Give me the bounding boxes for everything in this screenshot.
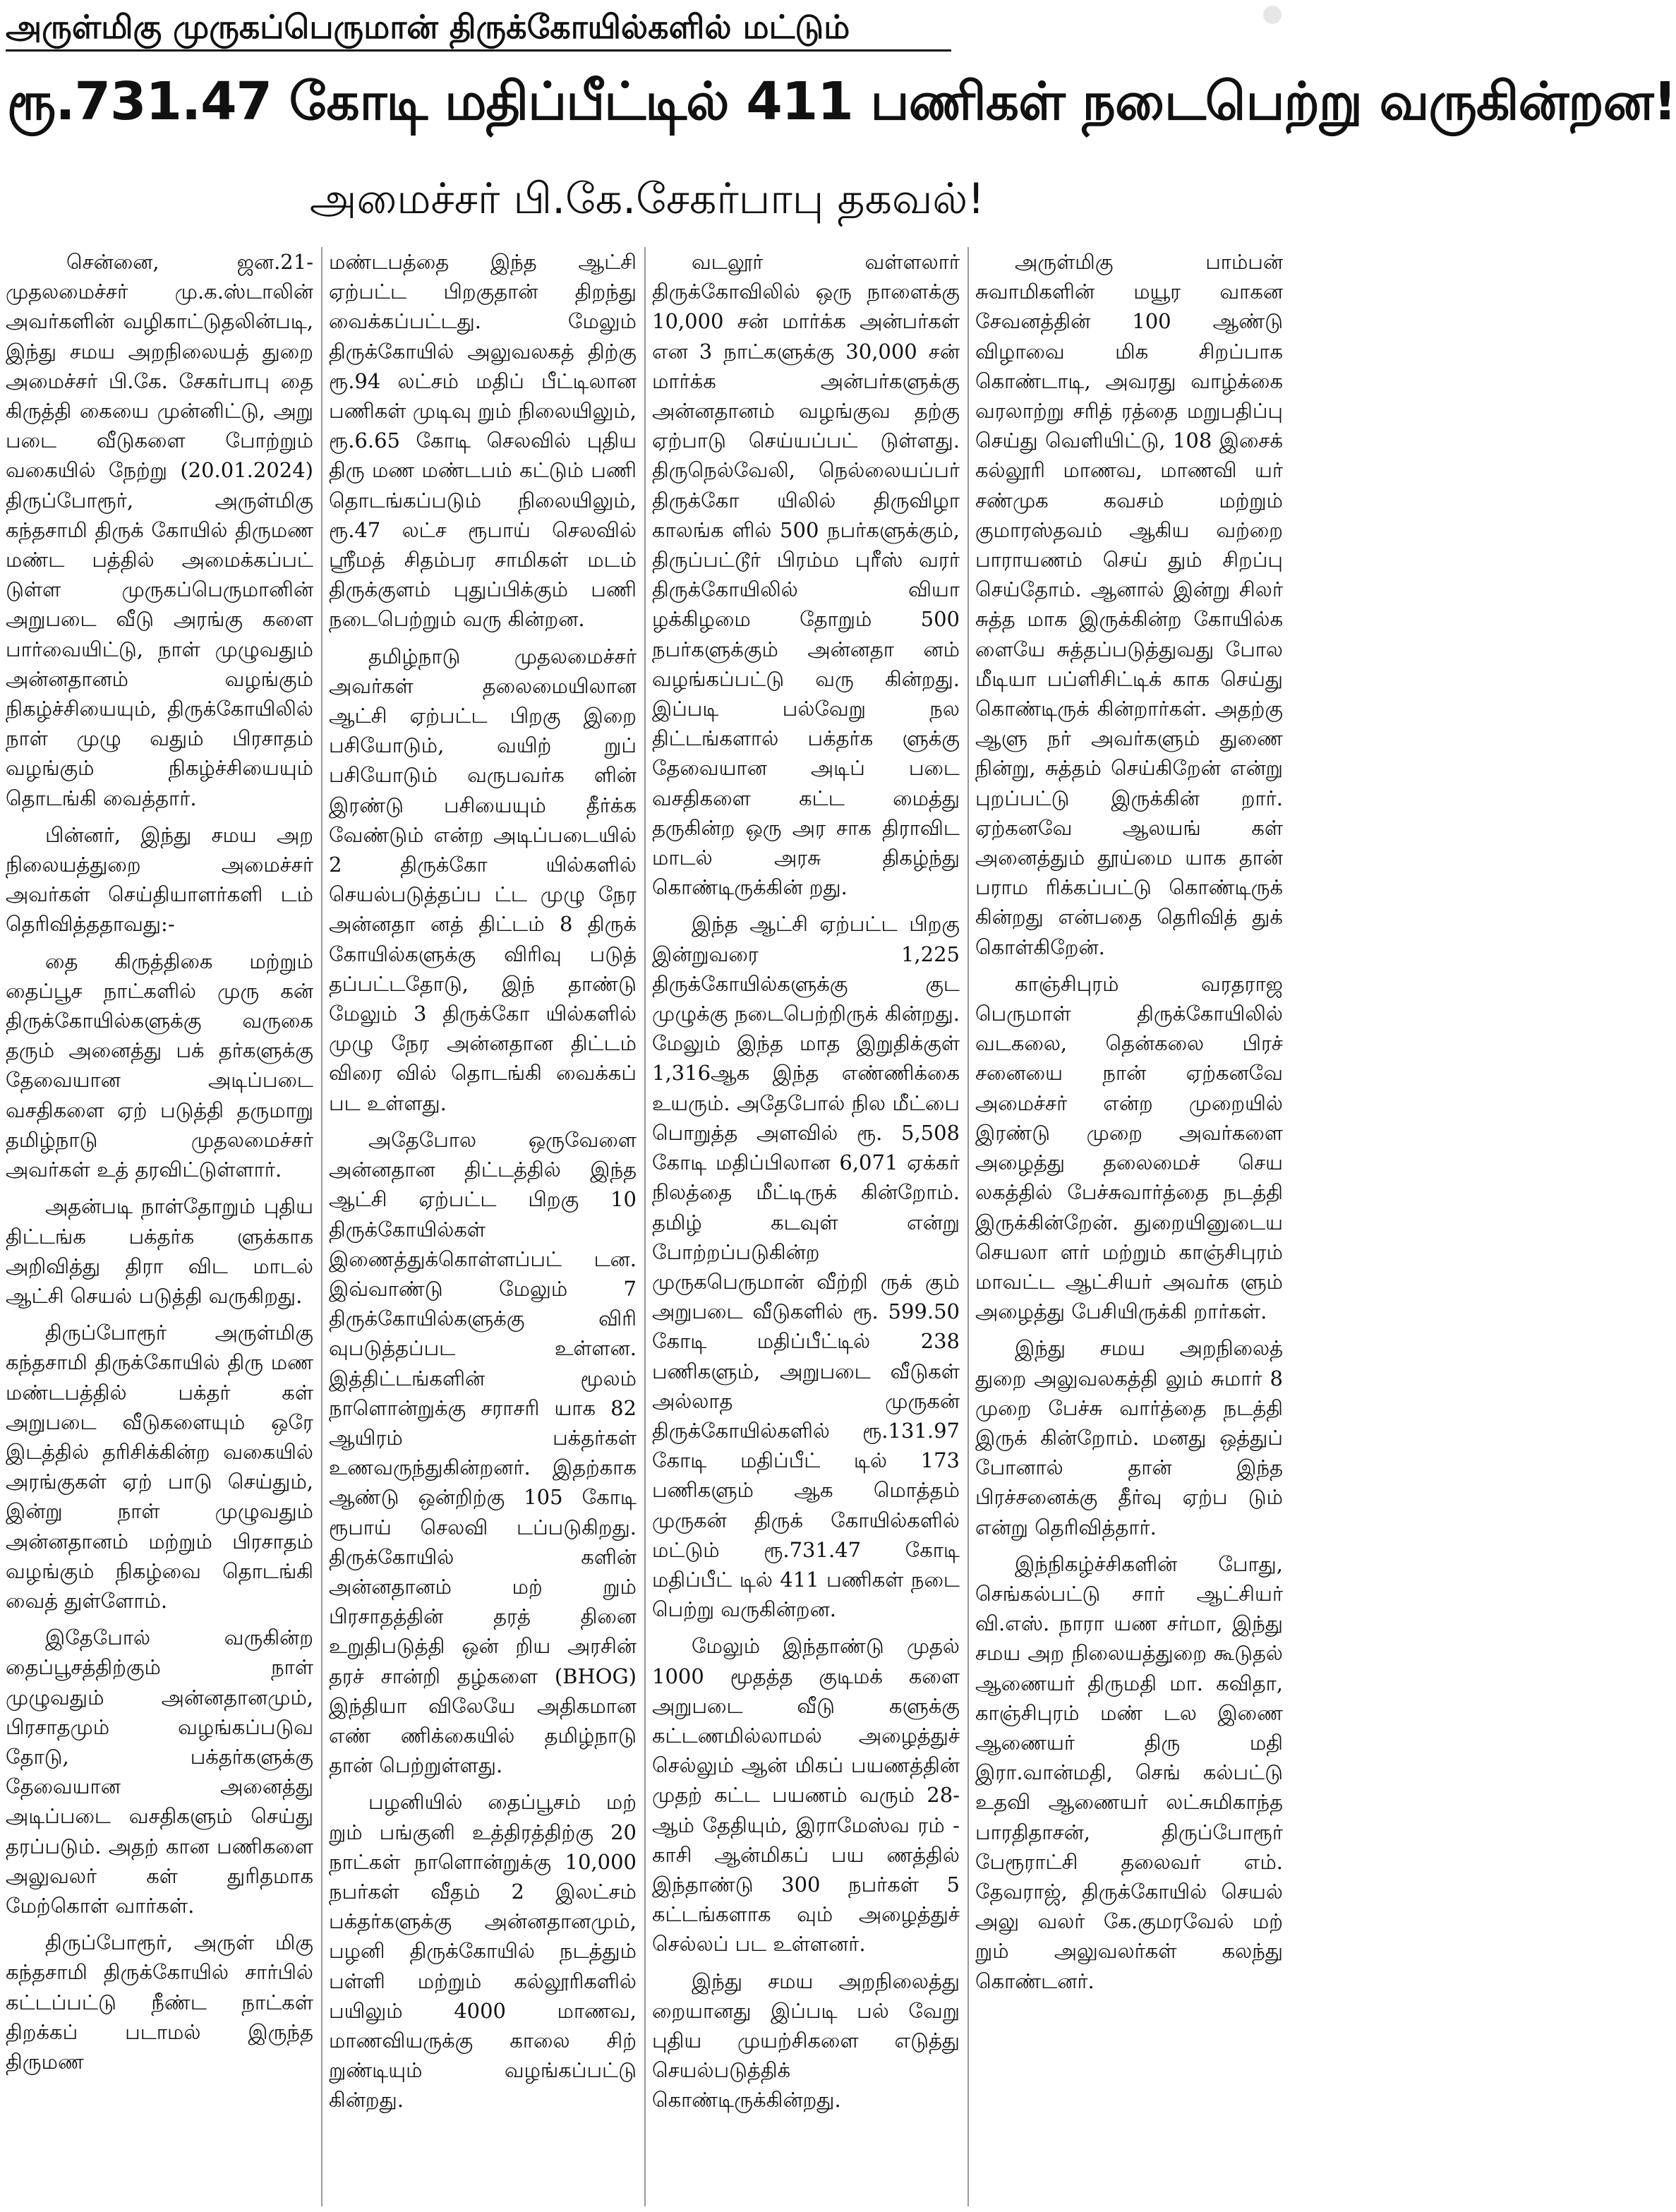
column-rule	[967, 247, 969, 2206]
paragraph: பழனியில் தைப்பூசம் மற் றும் பங்குனி உத்திரத்திற்கு 20 நாட்கள் நாளொன்றுக்கு 10,000 நபர்கள் வீதம் 2 இலட்சம் பக்தர்களுக்கு அன்னதானமும், பழனி திருக்கோயில் நடத்தும் பள்ளி மற்றும் கல்லூரிகளில் பயிலும் 4000 மாணவ, மாணவியருக்கு காலை சிற் றுண்டியும் வழங்கப்பட்டு கின்றது.	[329, 1790, 637, 2112]
headline: ரூ.731.47 கோடி மதிப்பீட்டில் 411 பணிகள் நடைபெற்று வருகின்றன!	[7, 71, 1676, 132]
paragraph: அதன்படி நாள்தோறும் புதிய திட்டங்க பக்தர்க ளுக்காக அறிவித்து திரா விட மாடல் ஆட்சி செயல் படுத்தி வருகிறது.	[6, 1194, 313, 1308]
subheadline: அமைச்சர் பி.கே.சேகர்பாபு தகவல்!	[309, 174, 985, 224]
paragraph: இதேபோல் வருகின்ற தைப்பூசத்திற்கும் நாள் முழுவதும் அன்னதானமும், பிரசாதமும் வழங்கப்படுவ தோடு, பக்தர்களுக்கு தேவையான அனைத்து அடிப்படை வசதிகளும் செய்து தரப்படும். அதற் கான பணிகளை அலுவலர் கள் துரிதமாக மேற்கொள் வார்கள்.	[6, 1625, 313, 1918]
paragraph: திருப்போரூர், அருள் மிகு கந்தசாமி திருக்கோயில் சார்பில் கட்டப்பட்டு நீண்ட நாட்கள் திறக்கப் படாமல் இருந்த திருமண	[6, 1930, 313, 2074]
article-column-2	[329, 247, 637, 2206]
column-rule	[644, 247, 646, 2206]
article-column-1	[6, 247, 313, 2206]
kicker-line: அருள்மிகு முருகப்பெருமான் திருக்கோயில்களில் மட்டும்	[6, 4, 951, 52]
paragraph: தமிழ்நாடு முதலமைச்சர் அவர்கள் தலைமையிலான ஆட்சி ஏற்பட்ட பிறகு இறை பசியோடும், வயிற் றுப் பசியோடும் வருபவர்க ளின் இரண்டு பசியையும் தீர்க்க வேண்டும் என்ற அடிப்படையில் 2 திருக்கோ யில்களில் செயல்படுத்தப்ப ட்ட முழு நேர அன்னதா னத் திட்டம் 8 திருக் கோயில்களுக்கு விரிவு படுத் தப்பட்டதோடு, இந் தாண்டு மேலும் 3 திருக்கோ யில்களில் முழு நேர அன்னதான திட்டம் விரை வில் தொடங்கி வைக்கப் பட உள்ளது.	[329, 644, 637, 1115]
paragraph: அதேபோல ஒருவேளை அன்னதான திட்டத்தில் இந்த ஆட்சி ஏற்பட்ட பிறகு 10 திருக்கோயில்கள் இணைத்துக்கொள்ளப்பட் டன. இவ்வாண்டு மேலும் 7 திருக்கோயில்களுக்கு விரி வுபடுத்தப்பட உள்ளன. இத்திட்டங்களின் மூலம் நாளொன்றுக்கு சராசரி யாக 82 ஆயிரம் பக்தர்கள் உணவருந்துகின்றனர். இதற்காக ஆண்டு ஒன்றிற்கு 105 கோடி ரூபாய் செலவி டப்படுகிறது. திருக்கோயில் களின் அன்னதானம் மற் றும் பிரசாதத்தின் தரத் தினை உறுதிபடுத்தி ஒன் றிய அரசின் தரச் சான்றி தழ்களை (BHOG) இந்தியா விலேயே அதிகமான எண் ணிக்கையில் தமிழ்நாடு தான் பெற்றுள்ளது.	[329, 1127, 637, 1778]
paragraph: திருப்போரூர் அருள்மிகு கந்தசாமி திருக்கோயில் திரு மண மண்டபத்தில் பக்தர் கள் அறுபடை வீடுகளையும் ஒரே இடத்தில் தரிசிக்கின்ற வகையில் அரங்குகள் ஏற் பாடு செய்தும், இன்று நாள் முழுவதும் அன்னதானம் மற்றும் பிரசாதம் வழங்கும் நிகழ்வை தொடங்கி வைத் துள்ளோம்.	[6, 1321, 313, 1613]
paragraph: வடலூர் வள்ளலார் திருக்கோவிலில் ஒரு நாளைக்கு 10,000 சன் மார்க்க அன்பர்கள் என 3 நாட்களுக்கு 30,000 சன் மார்க்க அன்பர்களுக்கு அன்னதானம் வழங்குவ தற்கு ஏற்பாடு செய்யப்பட் டுள்ளது. திருநெல்வேலி, நெல்லையப்பர் திருக்கோ யிலில் திருவிழா காலங்க ளில் 500 நபர்களுக்கும், திருப்பட்டூர் பிரம்ம புரீஸ் வரர் திருக்கோயிலில் வியா ழக்கிழமை தோறும் 500 நபர்களுக்கும் அன்னதா னம் வழங்கப்பட்டு வரு கின்றது. இப்படி பல்வேறு நல திட்டங்களால் பக்தர்க ளுக்கு தேவையான அடிப் படை வசதிகளை கட்ட மைத்து தருகின்ற ஒரு அர சாக திராவிட மாடல் அரசு திகழ்ந்து கொண்டிருக்கின் றது.	[652, 250, 960, 900]
corner-mark	[1263, 6, 1282, 24]
paragraph: அருள்மிகு பாம்பன் சுவாமிகளின் மயூர வாகன சேவனத்தின் 100 ஆண்டு விழாவை மிக சிறப்பாக கொண்டாடி, அவரது வாழ்க்கை வரலாற்று சரித் ரத்தை மறுபதிப்பு செய்து வெளியிட்டு, 108 இசைக் கல்லூரி மாணவ, மாணவி யர் சண்முக கவசம் மற்றும் குமாரஸ்தவம் ஆகிய வற்றை பாராயணம் செய் தும் சிறப்பு செய்தோம். ஆனால் இன்று சிலர் சுத்த மாக இருக்கின்ற கோயில்க ளையே சுத்தப்படுத்துவது போல மீடியா பப்ளிசிட்டிக் காக செய்து கொண்டிருக் கின்றார்கள். அதற்கு ஆளு நர் அவர்களும் துணை நின்று, சுத்தம் செய்கிறேன் என்று புறப்பட்டு இருக்கின் றார். ஏற்கனவே ஆலயங் கள் அனைத்தும் தூய்மை யாக தான் பராம ரிக்கப்பட்டு கொண்டிருக் கின்றது என்பதை தெரிவித் துக் கொள்கிறேன்.	[975, 250, 1283, 959]
paragraph: மேலும் இந்தாண்டு முதல் 1000 மூதத்த குடிமக் களை அறுபடை வீடு களுக்கு கட்டணமில்லாமல் அழைத்துச் செல்லும் ஆன் மிகப் பயணத்தின் முதற் கட்ட பயணம் வரும் 28- ஆம் தேதியும், இராமேஸ்வ ரம் - காசி ஆன்மிகப் பய ணத்தில் இந்தாண்டு 300 நபர்கள் 5 கட்டங்களாக வும் அழைத்துச் செல்லப் பட உள்ளனர்.	[652, 1634, 960, 1956]
column-rule	[321, 247, 322, 2206]
paragraph: காஞ்சிபுரம் வரதராஜ பெருமாள் திருக்கோயிலில் வடகலை, தென்கலை பிரச் சனையை நான் ஏற்கனவே அமைச்சர் என்ற முறையில் இரண்டு முறை அவர்களை அழைத்து தலைமைச் செய லகத்தில் பேச்சுவார்த்தை நடத்தி இருக்கின்றேன். துறையினுடைய செயலா ளர் மற்றும் காஞ்சிபுரம் மாவட்ட ஆட்சியர் அவர்க ளும் அழைத்து பேசியிருக்கி றார்கள்.	[975, 971, 1283, 1324]
paragraph: சென்னை, ஜன.21- முதலமைச்சர் மு.க.ஸ்டாலின் அவர்களின் வழிகாட்டுதலின்படி, இந்து சமய அறநிலையத் துறை அமைச்சர் பி.கே. சேகர்பாபு தை கிருத்தி கையை முன்னிட்டு, அறு படை வீடுகளை போற்றும் வகையில் நேற்று (20.01.2024) திருப்போரூர், அருள்மிகு கந்தசாமி திருக் கோயில் திருமண மண்ட பத்தில் அமைக்கப்பட் டுள்ள முருகப்பெருமானின் அறுபடை வீடு அரங்கு களை பார்வையிட்டு, நாள் முழுவதும் அன்னதானம் வழங்கும் நிகழ்ச்சியையும், திருக்கோயிலில் நாள் முழு வதும் பிரசாதம் வழங்கும் நிகழ்ச்சியையும் தொடங்கி வைத்தார்.	[6, 250, 313, 810]
paragraph: மண்டபத்தை இந்த ஆட்சி ஏற்பட்ட பிறகுதான் திறந்து வைக்கப்பட்டது. மேலும் திருக்கோயில் அலுவலகத் திற்கு ரூ.94 லட்சம் மதிப் பீட்டிலான பணிகள் முடிவு றும் நிலையிலும், ரூ.6.65 கோடி செலவில் புதிய திரு மண மண்டபம் கட்டும் பணி தொடங்கப்படும் நிலையிலும், ரூ.47 லட்ச ரூபாய் செலவில் ஸ்ரீமத் சிதம்பர சாமிகள் மடம் திருக்குளம் புதுப்பிக்கும் பணி நடைபெற்றும் வரு கின்றன.	[329, 250, 637, 632]
paragraph: இந்த ஆட்சி ஏற்பட்ட பிறகு இன்றுவரை 1,225 திருக்கோயில்களுக்கு குட முழுக்கு நடைபெற்றிருக் கின்றது. மேலும் இந்த மாத இறுதிக்குள் 1,316ஆக இந்த எண்ணிக்கை உயரும். அதேபோல் நில மீட்பை பொறுத்த அளவில் ரூ. 5,508 கோடி மதிப்பிலான 6,071 ஏக்கர் நிலத்தை மீட்டிருக் கின்றோம். தமிழ் கடவுள் என்று போற்றப்படுகின்ற முருகபெருமான் வீற்றி ருக் கும் அறுபடை வீடுகளில் ரூ. 599.50 கோடி மதிப்பீட்டில் 238 பணிகளும், அறுபடை வீடுகள் அல்லாத முருகன் திருக்கோயில்களில் ரூ.131.97 கோடி மதிப்பீட் டில் 173 பணிகளும் ஆக மொத்தம் முருகன் திருக் கோயில்களில் மட்டும் ரூ.731.47 கோடி மதிப்பீட் டில் 411 பணிகள் நடை பெற்று வருகின்றன.	[652, 912, 960, 1622]
paragraph: இந்து சமய அறநிலைத் துறை அலுவலகத்தி லும் சுமார் 8 முறை பேச்சு வார்த்தை நடத்தி இருக் கின்றோம். மனது ஒத்துப் போனால் தான் இந்த பிரச்சனைக்கு தீர்வு ஏற்ப டும் என்று தெரிவித்தார்.	[975, 1336, 1283, 1539]
article-column-3	[652, 247, 960, 2206]
paragraph: இந்து சமய அறநிலைத்து றையானது இப்படி பல் வேறு புதிய முயற்சிகளை எடுத்து செயல்படுத்திக் கொண்டிருக்கின்றது.	[652, 1968, 960, 2112]
paragraph: இந்நிகழ்ச்சிகளின் போது, செங்கல்பட்டு சார் ஆட்சியர் வி.எஸ். நாரா யண சர்மா, இந்து சமய அற நிலையத்துறை கூடுதல் ஆணையர் திருமதி மா. கவிதா, காஞ்சிபுரம் மண் டல இணை ஆணையர் திரு மதி இரா.வான்மதி, செங் கல்பட்டு உதவி ஆணையர் லட்சுமிகாந்த பாரதிதாசன், திருப்போரூர் பேரூராட்சி தலைவர் எம். தேவராஜ், திருக்கோயில் செயல் அலு வலர் கே.குமரவேல் மற் றும் அலுவலர்கள் கலந்து கொண்டனர்.	[975, 1551, 1283, 1993]
paragraph: தை கிருத்திகை மற்றும் தைப்பூச நாட்களில் முரு கன் திருக்கோயில்களுக்கு வருகை தரும் அனைத்து பக் தர்களுக்கு தேவையான அடிப்படை வசதிகளை ஏற் படுத்தி தருமாறு தமிழ்நாடு முதலமைச்சர் அவர்கள் உத் தரவிட்டுள்ளார்.	[6, 949, 313, 1182]
paragraph: பின்னர், இந்து சமய அற நிலையத்துறை அமைச்சர் அவர்கள் செய்தியாளர்களி டம் தெரிவித்ததாவது:-	[6, 822, 313, 937]
article-column-4	[975, 247, 1283, 2206]
